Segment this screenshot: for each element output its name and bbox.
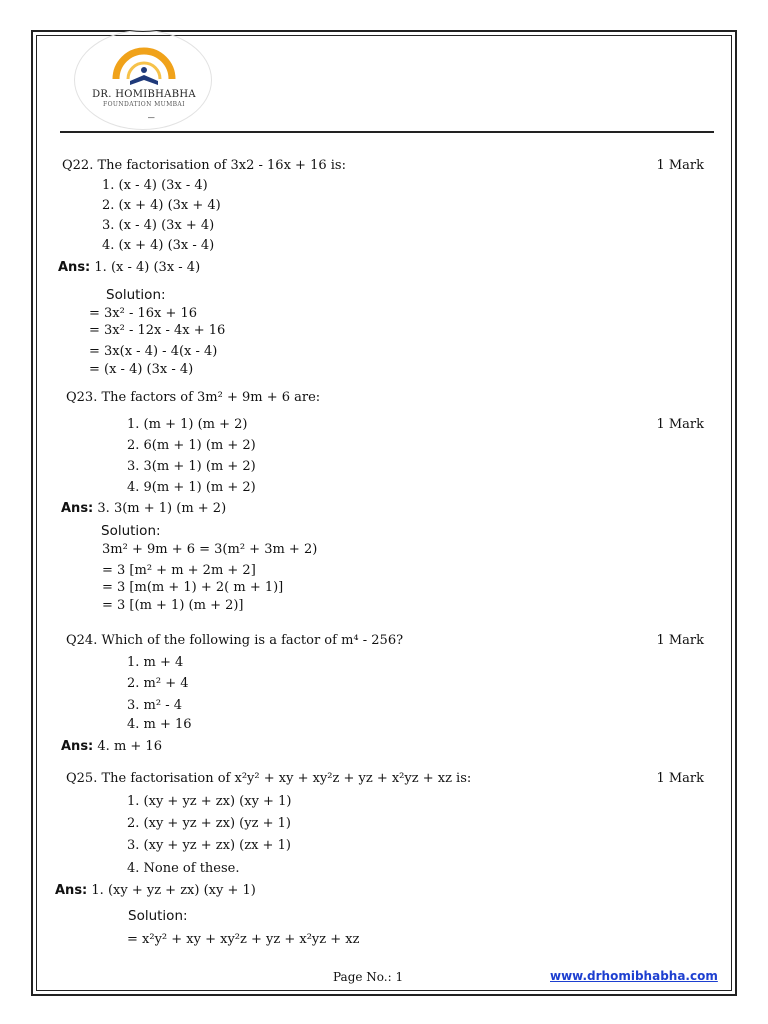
q22-option-4: 4. (x + 4) (3x - 4): [102, 238, 215, 253]
logo-title: DR. HOMIBHABHA: [92, 89, 196, 100]
q22-option-3: 3. (x - 4) (3x + 4): [102, 218, 215, 233]
website-link[interactable]: www.drhomibhabha.com: [550, 969, 718, 983]
q22-question: Q22. The factorisation of 3x2 - 16x + 16 is:: [62, 158, 346, 173]
q22-solution-line-3: = 3x(x - 4) - 4(x - 4): [89, 344, 218, 359]
q22-solution-line-1: = 3x² - 16x + 16: [89, 306, 198, 321]
q23-option-4: 4. 9(m + 1) (m + 2): [127, 480, 256, 495]
q23-solution-line-3: = 3 [m(m + 1) + 2( m + 1)]: [102, 580, 284, 595]
q24-ans-value: 4. m + 16: [97, 739, 162, 754]
q22-option-2: 2. (x + 4) (3x + 4): [102, 198, 221, 213]
q25-option-3: 3. (xy + yz + zx) (zx + 1): [127, 838, 291, 853]
q22-ans-label: Ans:: [58, 260, 91, 275]
q22-solution-line-2: = 3x² - 12x - 4x + 16: [89, 323, 226, 338]
q22-solution-line-4: = (x - 4) (3x - 4): [89, 362, 194, 377]
q25-solution-line-1: = x²y² + xy + xy²z + yz + x²yz + xz: [127, 932, 360, 947]
foundation-logo: [74, 30, 212, 130]
q25-ans-value: 1. (xy + yz + zx) (xy + 1): [91, 883, 256, 898]
q23-option-1: 1. (m + 1) (m + 2): [127, 417, 248, 432]
q24-mark: 1 Mark: [656, 633, 704, 648]
q23-option-2: 2. 6(m + 1) (m + 2): [127, 438, 256, 453]
q23-mark: 1 Mark: [656, 417, 704, 432]
q22-option-1: 1. (x - 4) (3x - 4): [102, 178, 208, 193]
q23-solution-label: Solution:: [101, 523, 161, 539]
q25-solution-label: Solution:: [128, 908, 188, 924]
q24-option-1: 1. m + 4: [127, 655, 184, 670]
q25-question: Q25. The factorisation of x²y² + xy + xy²z + yz + x²yz + xz is:: [66, 771, 472, 786]
q22-solution-label: Solution:: [106, 287, 166, 303]
sun-book-icon: [108, 45, 180, 87]
q25-option-2: 2. (xy + yz + zx) (yz + 1): [127, 816, 291, 831]
q23-option-3: 3. 3(m + 1) (m + 2): [127, 459, 256, 474]
q22-answer: [58, 260, 200, 276]
q23-solution-line-2: = 3 [m² + m + 2m + 2]: [102, 563, 256, 578]
q23-question: Q23. The factors of 3m² + 9m + 6 are:: [66, 390, 321, 405]
q25-option-4: 4. None of these.: [127, 861, 240, 876]
q25-mark: 1 Mark: [656, 771, 704, 786]
q25-answer: [55, 883, 256, 899]
q24-option-3: 3. m² - 4: [127, 698, 183, 713]
q25-option-1: 1. (xy + yz + zx) (xy + 1): [127, 794, 292, 809]
q23-answer: [61, 501, 226, 517]
q24-answer: [61, 739, 162, 755]
q24-option-4: 4. m + 16: [127, 717, 192, 732]
q23-ans-value: 3. 3(m + 1) (m + 2): [97, 501, 227, 516]
logo-subtitle: FOUNDATION MUMBAI: [103, 101, 185, 108]
page-number: Page No.: 1: [333, 970, 404, 984]
q25-ans-label: Ans:: [55, 883, 88, 898]
q23-ans-label: Ans:: [61, 501, 94, 516]
q22-mark: 1 Mark: [656, 158, 704, 173]
q23-solution-line-1: 3m² + 9m + 6 = 3(m² + 3m + 2): [102, 542, 318, 557]
logo-dash: _: [148, 104, 155, 119]
q22-ans-value: 1. (x - 4) (3x - 4): [94, 260, 201, 275]
header-rule: [60, 131, 714, 133]
q24-ans-label: Ans:: [61, 739, 94, 754]
q24-option-2: 2. m² + 4: [127, 676, 189, 691]
q24-question: Q24. Which of the following is a factor of m⁴ - 256?: [66, 633, 404, 648]
q23-solution-line-4: = 3 [(m + 1) (m + 2)]: [102, 598, 244, 613]
